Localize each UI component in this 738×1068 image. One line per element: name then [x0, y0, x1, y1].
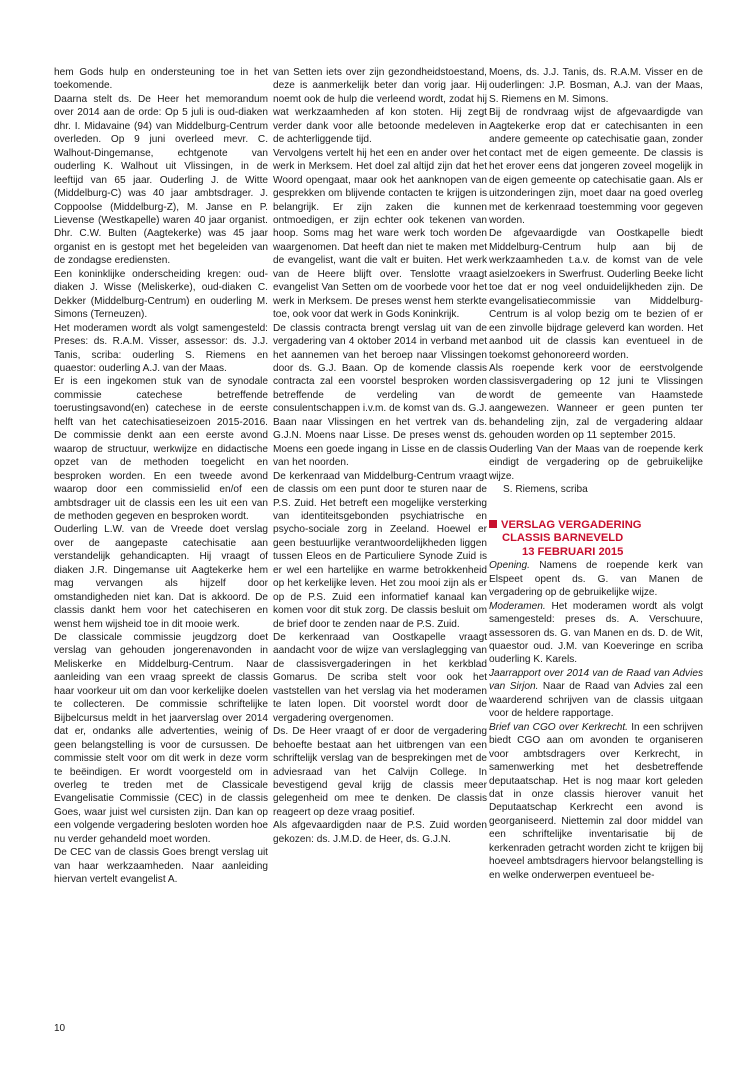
paragraph: De kerkenraad van Oostkapelle vraagt aandacht voor de wijze van verslaglegging van de classisvergaderingen in het kerkblad Gomarus. De scriba stelt voor ook het vaststellen van het verslag via het moderamen te laten lopen. Dit voorstel wordt door de vergadering overgenomen.	[273, 632, 487, 724]
paragraph-text: Namens de roepende kerk van Elspeet opent ds. G. van Manen de vergadering op de gebruikelijke wijze.	[489, 560, 703, 599]
text-column-right	[489, 66, 703, 882]
paragraph	[489, 721, 703, 882]
page-number: 10	[54, 1023, 66, 1034]
paragraph: De CEC van de classis Goes brengt verslag uit van haar werkzaamheden. Naar aanleiding hiervan vertelt evangelist A.	[54, 847, 268, 886]
paragraph-text: In een schrijven biedt CGO aan om avonden te organiseren voor ambtsdragers over Kerkrecht, in samenwerking met het desbetreffende deputaatschap. Het is nog maar kort geleden dat in onze classis hierover vanuit het Deputaatschap Kerkrecht een avond is georganiseerd. Niettemin zal door middel van een schriftelijke inventarisatie bij de kerkenraden getracht worden zicht te krijgen bij hoeveel ambtsdragers hiervoor belangstelling is en welke onderwerpen eventueel be-	[489, 721, 703, 881]
heading-line-1: VERSLAG VERGADERING	[501, 518, 642, 531]
paragraph: De classis contracta brengt verslag uit van de vergadering van 4 oktober 2014 in verband met het aannemen van het beroep naar Vlissingen door ds. G.J. Baan. Op de komende classis contracta zal een voorstel besproken worden betreffende de verdeling van de consulentschappen i.v.m. de komst van ds. G.J. Baan naar Vlissingen en het vertrek van ds. G.J.N. Moens naar Lisse. De preses wenst ds. Moens een goede ingang in Lisse en de classis van het noorden.	[273, 322, 487, 469]
paragraph	[489, 667, 703, 721]
square-bullet-icon	[489, 520, 497, 528]
paragraph-text: Het moderamen wordt als volgt samengesteld: preses ds. A. Verschuure, assessoren ds. G. van Manen en ds. D. de Wit, quaestor oud. J.M. van Koeveringe en scriba ouderling K. Karels.	[489, 600, 703, 666]
paragraph: Als roepende kerk voor de eerstvolgende classisvergadering op 12 juni te Vlissingen wordt de gemeente van Haamstede aangewezen. Wanneer er geen punten ter behandeling zijn, zal de vergadering aldaar gehouden worden op 11 september 2015.	[489, 362, 703, 442]
text-column-left	[54, 66, 268, 887]
text-column-middle	[273, 66, 487, 846]
paragraph: De classicale commissie jeugdzorg doet verslag van gehouden jongerenavonden in Meliskerke en Middelburg-Centrum. Naar aanleiding van een vraag spreekt de classis haar voorkeur uit om dan voor kerkelijke doelen te collecteren. De commissie schriftelijke Bijbelcursus meldt in het jaarverslag over 2014 dat er, ondanks alle advertenties, weinig of geen belangstelling is voor de cursussen. De commissie stelt voor om dit werk in deze vorm te beëindigen. Er wordt voorgesteld om in overleg te treden met de Classicale Evangelisatie Commissie (CEC) in de classis Goes, waar juist wel cursisten zijn. Dan kan op een volgende vergadering besloten worden hoe nu verder gehandeld moet worden.	[54, 632, 268, 845]
paragraph: Er is een ingekomen stuk van de synodale commissie catechese betreffende toerustingsavond(en) catechese in de eerste helft van het catechisatieseizoen 2015-2016. De commissie denkt aan een eerste avond waarop de structuur, werkwijze en didactische opzet van de methoden toegelicht en besproken worden. En een tweede avond waarop door een commissielid en/of een ambtsdrager uit de classis een les uit een van de methoden gegeven en besproken wordt.	[54, 376, 268, 522]
paragraph-label: Brief van CGO over Kerkrecht.	[489, 721, 628, 733]
heading-line-3: 13 FEBRUARI 2015	[522, 545, 624, 558]
paragraph: Moens, ds. J.J. Tanis, ds. R.A.M. Visser en de ouderlingen: J.P. Bosman, A.J. van der Maas, S. Riemens en M. Simons.	[489, 67, 703, 105]
paragraph: De afgevaardigde van Oostkapelle biedt Middelburg-Centrum hulp aan bij de werkzaamheden t.a.v. de komst van de vele asielzoekers in Swerfrust. Ouderling Beeke licht toe dat er nog veel onduidelijkheden zijn. De evangelisatiecommissie van Middelburg-Centrum is al volop bezig om te bezien of er een zinvolle bijdrage geleverd kan worden. Het aanbod uit de classis kan eventueel in de toekomst gehonoreerd worden.	[489, 228, 703, 361]
paragraph: Ouderling Van der Maas van de roepende kerk eindigt de vergadering op de gebruikelijke wijze.	[489, 443, 703, 482]
paragraph: Als afgevaardigden naar de P.S. Zuid worden gekozen: ds. J.M.D. de Heer, ds. G.J.N.	[273, 820, 487, 845]
paragraph: Ouderling L.W. van de Vreede doet verslag over de aangepaste catechisatie aan verstandelijk gehandicapten. Hij vraagt of diaken J.R. Dingemanse uit Aagtekerke hem mag vervangen als hijzelf door omstandigheden niet kan. Dat is akkoord. De classis dankt hem voor het catechiseren en wenst hem wijsheid toe in dit mooie werk.	[54, 524, 268, 630]
paragraph: hem Gods hulp en ondersteuning toe in het toekomende.	[54, 67, 268, 92]
paragraph-label: Opening.	[489, 560, 530, 572]
paragraph: van Setten iets over zijn gezondheidstoestand, deze is aanmerkelijk beter dan vorig jaar. Hij noemt ook de hulp die verleend wordt, zodat hij wat werkzaamheden af kon stoten. Hij zegt verder dank voor alle betoonde medeleven in de achterliggende tijd.	[273, 67, 487, 146]
paragraph: Het moderamen wordt als volgt samengesteld: Preses: ds. R.A.M. Visser, assessor: ds. J.J. Tanis, scriba: ouderling S. Riemens en quaestor: ouderling A.J. van der Maas.	[54, 322, 268, 374]
paragraph-label: Moderamen.	[489, 600, 546, 612]
signature: S. Riemens, scriba	[503, 484, 588, 496]
paragraph: Bij de rondvraag wijst de afgevaardigde van Aagtekerke erop dat er catechisanten in een andere gemeente op catechisatie gaan, zonder contact met de eigen gemeente. De classis is het erover eens dat jongeren zoveel mogelijk in de eigen gemeente op catechisatie gaan. Als er uitzonderingen zijn, moet daar na goed overleg met de kerkenraad toestemming voor gegeven worden.	[489, 107, 703, 226]
paragraph: De kerkenraad van Middelburg-Centrum vraagt de classis om een punt door te sturen naar de P.S. Zuid. Het betreft een mogelijke versterking van identiteitsgebonden psychiatrische en psycho-sociale zorg in Zeeland. Hoewel er geen bestuurlijke verantwoordelijkheden liggen tussen Eleos en de Particuliere Synode Zuid is er wel een hartelijke en warme betrokkenheid op het kerkelijke leven. Het zou mooi zijn als er op de P.S. Zuid een informatief kanaal kan komen voor dit stuk zorg. De classis besluit om de brief door te zenden naar de P.S. Zuid.	[273, 470, 487, 630]
paragraph: Daarna stelt ds. De Heer het memorandum over 2014 aan de orde: Op 5 juli is oud-diaken dhr. I. Midavaine (94) van Middelburg-Centrum overleden. Op 9 juni overleed mevr. C. Walhout-Dingemanse, echtgenote van ouderling K. Walhout uit Vlissingen, in de leeftijd van 65 jaar. Ouderling J. de Witte (Middelburg-C) was 40 jaar ambtsdrager. J. Coppoolse (Middelburg-Z), M. Janse en P. Lievense (Westkapelle) waren 40 jaar organist. Dhr. C.W. Bulten (Aagtekerke) was 45 jaar organist en is gestopt met het begeleiden van de zondagse erediensten.	[54, 93, 268, 267]
paragraph: Vervolgens vertelt hij het een en ander over het werk in Merksem. Het doel zal altijd zijn dat het Woord opengaat, maar ook het aanknopen van gesprekken om blijvende contacten te krijgen is belangrijk. Er zijn zaken die kunnen ontmoedigen, er zijn echter ook tekenen van hoop. Soms mag het ware werk toch worden waargenomen. Dat heeft dan niet te maken met de evangelist, want die valt er buiten. Het werk van de Heere blijft over. Tenslotte vraagt evangelist Van Setten om de voorbede voor het werk in Merksem. De preses wenst hem sterkte toe, ook voor dat werk in Gods Koninkrijk.	[273, 147, 487, 321]
paragraph	[489, 600, 703, 667]
paragraph: Ds. De Heer vraagt of er door de vergadering behoefte bestaat aan het uitbrengen van een schriftelijk verslag van de besprekingen met de adviesraad van het Calvijn College. In bevestigend geval krijg de classis meer gelegenheid om mee te denken. De classis reageert op deze vraag positief.	[273, 726, 487, 818]
section-heading	[489, 519, 703, 560]
heading-line-2: CLASSIS BARNEVELD	[502, 532, 624, 545]
paragraph-text: Naar de Raad van Advies zal een waarderend schrijven van de classis uitgaan voor de heldere rapportage.	[489, 681, 703, 720]
paragraph: Een koninklijke onderscheiding kregen: oud-diaken J. Wisse (Meliskerke), oud-diaken C. Dekker (Middelburg-Centrum) en ouderling M. Simons (Terneuzen).	[54, 268, 268, 321]
paragraph	[489, 559, 703, 599]
paragraph-label: Jaarrapport over 2014 van de Raad van Advies van Sirjon.	[489, 667, 703, 693]
